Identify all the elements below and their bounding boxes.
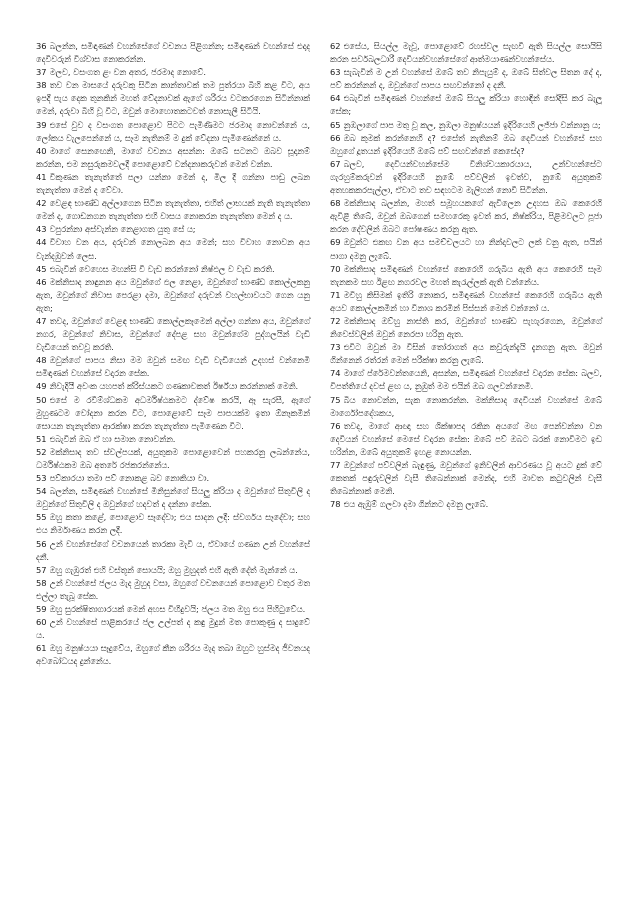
verse-number: 76 [330, 420, 341, 431]
verse-number: 54 [36, 486, 47, 497]
verse-paragraph [330, 289, 602, 315]
verse-paragraph [330, 66, 602, 92]
verse-number: 40 [36, 145, 47, 156]
verse-paragraph [36, 472, 310, 485]
verse-text: එය ඇඹුම් ගලවා දමා ගින්නට දමනු ලැබේ. [343, 499, 489, 510]
verse-text: එසේ වුව ද වසංගත පොළොව පිටට පැමිණීමට ජරමාද නොවන්නේ ය, ලෝකය වැලපෙන්නේ ය, සෑම නැතිනම් ම දුක් වේදනා පැමිණෙන්නේ ය. [36, 119, 310, 143]
verse-number: 43 [36, 224, 47, 235]
verse-text: නුඹලාගේ පාප මතු වූ කල, නුඹලා මනුෂ්යයන් ඉදිරියෙහි ලජ්ජා වන්නානු ය; [343, 119, 601, 130]
verse-number: 77 [330, 460, 341, 470]
verse-paragraph [330, 92, 602, 118]
verse-text: වෙළඳ භාණ්ඩ අල්ලාගෙන සිටින තැනැත්තා, එහිත් ලාභයක් නැති තැනැත්තා මෙන් ද, ගොඩනගන තැනැත්තා එහි වාසය නොකරන තැනැත්තා මෙන් ද ය. [36, 198, 310, 222]
verse-number: 68 [330, 198, 341, 209]
verse-paragraph [330, 263, 602, 289]
verse-number: 57 [36, 564, 47, 575]
verse-paragraph [36, 263, 310, 276]
verse-paragraph [330, 158, 602, 197]
verse-number: 38 [36, 80, 47, 91]
verse-number: 72 [330, 315, 341, 326]
verse-text: ඔබ කුමක් කරන්නෙහි ද? එසේත් නැතිනම් ඔබ දෙවියන් වහන්සේ සහ ඔහුගේ දූතයන් ඉදිරියෙහි ඔබේ පව් සඟවන්නේ කෙසේද? [330, 132, 602, 156]
verse-text: නිවැදියී අවංක යහපත් ක්රිස්යකට ගණකාවකත් ඊර්ෂ්යා කරන්නාක් මෙනි. [49, 381, 299, 392]
verse-paragraph [36, 79, 310, 118]
verse-text: මාගේ සෙනඟෙනි, මාගේ වචනය අසන්න: ඔබේ සටනට ඔබව සූදානම් කරන්න, එම නසුරුකමවලදී පොළොවේ වන්දනාකරුවන් මෙන් වන්න. [36, 145, 310, 169]
verse-text: බිය නොවන්න, සැක නොකරන්න. මක්නිසාද දෙවියන් වහන්සේ ඔබේ මාර්ගෝපදේශකය, [330, 394, 602, 418]
verse-text: මක්නිසාද තව ස්වල්පයක්, අයුතුකම පොළොවෙන් පහකරනු ලබන්නේය, ධර්මිෂ්ඨකම ඔබ අතරේ රජකරන්නේය. [36, 446, 310, 470]
verse-paragraph [36, 511, 310, 537]
verse-paragraph [36, 394, 310, 433]
verse-text: එසේ ම රවීම්ශ්ධකම අධර්මිෂ්ඨකමට ද්වේෂ කරයි, ඈ සැරසී, ඇගේ මුහුණටම වෝදනා කරන විට, පොළොවේ සෑම පාපයක්ම ඉතා ඕනෑකමින් සොයන තැනැත්තා ආරක්ෂා කරන තැනැත්තා පැමිණෙන විට. [36, 394, 310, 431]
verse-number: 71 [330, 289, 341, 300]
verse-number: 60 [36, 617, 47, 628]
verse-number: 67 [330, 158, 341, 169]
verse-paragraph [36, 354, 310, 380]
verse-number: 59 [36, 604, 47, 615]
verse-text: ඔහු සුරක්ෂිතාගාරයක් මෙන් අහස විහිදුවයි; ජලය මත ඔහු එය පිහිටුවේය. [49, 604, 306, 615]
verse-paragraph [36, 616, 310, 642]
verse-paragraph [36, 446, 310, 472]
verse-text: වපුරන්නා අස්වැන්න නෙළාගත යුතු සේ ය; [49, 224, 196, 235]
verse-paragraph [36, 642, 310, 668]
verse-text: මක්නිසාද නාඳුනන අය ඔවුන්ගේ ඵල නෙළා, ඔවුන්ගේ භාණ්ඩ කොල්ලකනු ඇත, ඔවුන්ගේ නිවාස පෙරළා දමා, ඔවුන්ගේ දරුවන් වහල්භාවයට ගෙන යනු ඇත; [36, 276, 310, 313]
verse-paragraph [330, 132, 602, 158]
verse-text: මක්නිසාද ඔව්හු නාස්ති කර, ඔවුන්ගේ භාණ්ඩ පැහැරගෙන, ඔවුන්ගේ නිවෙස්වලින් ඔවුන් නෙරපා හරිනු ඇත. [330, 315, 602, 340]
verse-paragraph [36, 564, 310, 577]
verse-paragraph [36, 223, 310, 236]
verse-text: උන් වහන්සේ පාළිකරයේ ජල උල්පත් ද කඳු මුදුන් මත පොකුණු ද සාදුවේ ය. [36, 617, 310, 641]
verse-text: ඔහු ගැඹුරත් එහි වස්තූන් සොයයි; ඔහු මුහුදත් එහි ඇති දේත් මැන්නේ ය. [49, 564, 298, 575]
verse-paragraph [330, 459, 602, 498]
verse-paragraph [330, 236, 602, 262]
verse-number: 42 [36, 198, 47, 209]
verse-text: මක්නිසාද බලන්න, මහත් සමූහයකගේ ඇවිලෙන උදහස ඔබ කෙරෙහි ඇවිළී තිබේ, ඔවුන් ඔබගෙන් සමහරෙකු ඉවත් කර, නිෂ්ක්රිය, පිළිමවලට පූජා කරන දේවලින් ඔබට පෝෂණය කරනු ඇත. [330, 198, 602, 235]
verse-text: බලව, දෙවියන්වහන්සේම විනිශ්චයකාරයාය, උන්වහන්සේට ගැරහුම්කරුවන් ඉදිරියෙහි නුඹේ පව්වලින් ඉවත්ව, නුඹේ අයුතුකම් අතහකකරපැල්ලා, ඒවාට තව සඳහටම මැලිහන් නොවී සිටින්න. [330, 158, 602, 196]
verse-paragraph [36, 40, 310, 66]
verse-paragraph [36, 433, 310, 446]
verse-number: 58 [36, 577, 47, 588]
verse-text: සැබැවින් ම උන් වහන්සේ ඔබේ තව නිපැයුම් ද, ඔබේ සිත්වල සිතන දේ ද, පව් කරන්නන් ද, ඔවුන්ගේ පාපය සඟවන්නෝ ද දනී. [330, 67, 602, 91]
verse-paragraph [36, 66, 310, 79]
verse-paragraph [36, 276, 310, 315]
verse-paragraph [36, 380, 310, 393]
verse-number: 48 [36, 355, 47, 366]
verse-paragraph [330, 341, 602, 367]
verse-text: එබැවින් සමිඳාණන් වහන්සේ ඔබේ සියලු ක්රියා හොඳින් සෝදිසි කර බැලූ සේක; [330, 93, 602, 117]
verse-text: විවාහ වන අය, දරුවන් නොලබන අය මෙන්; සහ විවාහ නොවන අය වැන්දඹුවන් ලෙස. [36, 237, 310, 261]
verse-paragraph [36, 577, 310, 603]
verse-text: ඔවුන්ට එකඟ වන අය සමච්චලයට හා නින්දාවලට ලක් වනු ඇත, පයින් පාගා දමනු ලැබේ. [330, 237, 602, 261]
verse-number: 50 [36, 394, 47, 405]
verse-text: එවිට ඔවුන් මා විසින් තෝරාගත් අය කවුරුන්දැයි දැනගනු ඇත. ඔවුන් ගින්නෙන් රත්රන් මෙන් පරීක්ෂා කරනු ලැබේ. [330, 342, 602, 366]
verse-number: 51 [36, 433, 47, 444]
left-text-column [36, 40, 310, 669]
verse-number: 65 [330, 119, 341, 130]
verse-text: බලන්න, සමිඳාණන් වහන්සේ මිනිසුන්ගේ සියලු ක්රියා ද ඔවුන්ගේ සිතුවිලි ද ඔවුන්ගේ සිතුවිලි ද ඔවුන්ගේ හදවත් ද දන්නා සේක. [36, 486, 310, 510]
verse-text: තව වන මාසයේ දරුවකු සිටින කාන්තාවක් තම පුත්රයා බිහි කළ විට, අය ඉපදී පැය දෙක තුනකින් මහත් වේදනාවක් ඇගේ ශරීරය වටකරගෙන සිටින්නාක් මෙන්, දරුවා බිහි වූ විට, ඔවුන් මොහොතකටවත් නොසැලී සිටියි. [36, 80, 310, 117]
verse-text: තවද, ඔවුන්ගේ වෙළඳ භාණ්ඩ කොල්ලකෑමෙන් අල්ලා ගන්නා අය, ඔවුන්ගේ නගර, ඔවුන්ගේ නිවාස, ඔවුන්ගේ දේපළ සහ ඔවුන්ගේම පුද්ගලයින් වැඩි වැඩියෙන් තවවූ කරති. [36, 315, 310, 353]
verse-number: 36 [36, 41, 47, 51]
verse-number: 63 [330, 67, 341, 78]
verse-text: පව්කාරයා තමා පව් නොකළ බව නොකියා වා. [49, 473, 210, 484]
verse-text: ඔහු මනුෂ්යයා සෑදුවේය, ඔහුගේ කීන ශරීරය මැද තබා ඔහුට හුස්මද ජීවනයද අවබෝධයද දුන්නේය. [36, 643, 310, 667]
verse-number: 47 [36, 315, 47, 326]
verse-text: විකුණන තැනැත්තේ පලා යන්නා මෙන් ද, මිල දී ගන්නා පාඩු ලබන තැනැත්තා මෙන් ද වේවා. [36, 171, 310, 196]
verse-paragraph [36, 119, 310, 145]
verse-paragraph [36, 171, 310, 197]
verse-text: එබැවින් වෙහෙස මහන්සි වී වැඩ කරන්නෝ නිෂ්ඵල ව වැඩ කරති. [49, 263, 275, 274]
verse-number: 37 [36, 67, 47, 78]
verse-number: 73 [330, 342, 341, 353]
verse-paragraph [330, 420, 602, 459]
verse-text: මාගේ ප්රේමවන්තයෙනි, අසන්න, සමිඳාණන් වහන්සේ වදාරන සේක: බලව, විපත්තියේ දවස් ළඟ ය, නුඹුත් මම එයින් ඔබ ගලවන්නෙමි. [330, 368, 602, 392]
verse-text: උන් වහන්සේගේ වචනයෙන් තාරකා මැවී ය, ඒවායේ ගණන උන් වහන්සේ දනී. [36, 538, 310, 562]
verse-paragraph [330, 394, 602, 420]
verse-text: එබැවින් ඔබ ඒ හා සමාන නොවන්න. [49, 433, 176, 444]
verse-text: මක්නිසාද සමිඳාණන් වහන්සේ කෙරෙහි ගරුබිය ඇති අය කෙරෙහි සෑම තැනකම සහ ඊළඟ නගරවල මහත් කැරැල්ලක් ඇති වන්නේය. [330, 263, 602, 287]
verse-number: 41 [36, 171, 47, 182]
verse-paragraph [330, 40, 602, 66]
verse-paragraph [36, 197, 310, 223]
verse-number: 64 [330, 93, 341, 104]
verse-number: 61 [36, 643, 47, 654]
verse-number: 44 [36, 237, 47, 248]
verse-number: 49 [36, 381, 47, 392]
verse-paragraph [330, 119, 602, 132]
verse-number: 62 [330, 41, 341, 51]
verse-paragraph [330, 367, 602, 393]
verse-text: ඔවුන්ගේ පව්වලින් බැඳුණු, ඔවුන්ගේ ඉනිවලින් ආවරණය වූ අයට දුක් වේ කෙතක් පඳුරුවලින් වැසී තිබෙන්නාක් මෙන්ද, එහි මාවත කටුවලින් වැසී තිබෙන්නාක් මෙනි. [330, 460, 602, 497]
verse-text: එසේය, සියල්ල මැවූ, පොළොවේ රහස්වල සැඟවී ඇති සියල්ල සොයිසි කරන සර්වබලධාරී දෙවියන්වහන්සේගේ ආත්මයාණන්වහන්සේය. [330, 41, 602, 65]
verse-text: ඔවුන්ගේ පාපය නිසා මම ඔවුන් සමඟ වැඩි වැඩියෙන් උදහස් වන්නෙමි සමිඳාණන් වහන්සේ වදාරන සේක. [36, 355, 310, 379]
verse-number: 55 [36, 512, 47, 523]
verse-number: 69 [330, 237, 341, 248]
verse-number: 52 [36, 446, 47, 457]
verse-number: 39 [36, 119, 47, 130]
verse-number: 78 [330, 499, 341, 510]
verse-number: 45 [36, 263, 47, 274]
verse-paragraph [36, 315, 310, 354]
verse-paragraph [330, 498, 602, 511]
verse-text: තවද, මාගේ ආඥා සහ ශික්ෂාපද රකින අයගේ මඟ පෙන්වන්නා වන දෙවියන් වහන්සේ මෙසේ වදාරන සේක: ඔබේ පව් ඔබට බරක් නොවීමට ඉඩ හරින්න, ඔබේ අයුතුකම් ඉහළ නොයන්න. [330, 420, 602, 457]
verse-number: 74 [330, 368, 341, 379]
verse-paragraph [36, 145, 310, 171]
verse-text: උන් වහන්සේ ජලය මැද මුහුද වසා, ඔහුගේ වචනයෙන් පොළොව වතුර මත එල්ලා තැබූ සේක. [36, 577, 310, 601]
verse-paragraph [330, 315, 602, 341]
verse-text: ඔහු කතා කළේ, පොළොව සෑදේවා; එය සාදන ලදී: ස්වර්ගය සෑදේවා; සහ එය නිර්මාණය කරන ලදී. [36, 512, 310, 536]
verse-paragraph [36, 485, 310, 511]
verse-text: මවිහු කිසිමක් ඉතිරි නොකර, සමිඳාණන් වහන්සේ කෙරෙහි ගරුබිය ඇති අයව කොල්ලකමින් හා විනාශ කරමින් පිස්සන් මෙන් වන්නෝ ය. [330, 289, 602, 313]
verse-text: බලන්න, සමිඳාණන් වහන්සේගේ වචනය පිළිගන්න; සමිඳාණන් වහන්සේ එදාද දෙවිවරුන් විශ්වාස නොකරන්න. [36, 41, 310, 65]
right-text-column [330, 40, 602, 511]
verse-number: 66 [330, 132, 341, 143]
verse-paragraph [36, 236, 310, 262]
verse-text: මලව, වසංගත ළං වන අතර, ජරමාද නොවේ. [49, 67, 207, 78]
verse-number: 70 [330, 263, 341, 274]
verse-number: 56 [36, 538, 47, 549]
verse-number: 46 [36, 276, 47, 287]
verse-paragraph [36, 538, 310, 564]
verse-number: 53 [36, 473, 47, 484]
verse-number: 75 [330, 394, 341, 405]
verse-paragraph [330, 197, 602, 236]
verse-paragraph [36, 603, 310, 616]
